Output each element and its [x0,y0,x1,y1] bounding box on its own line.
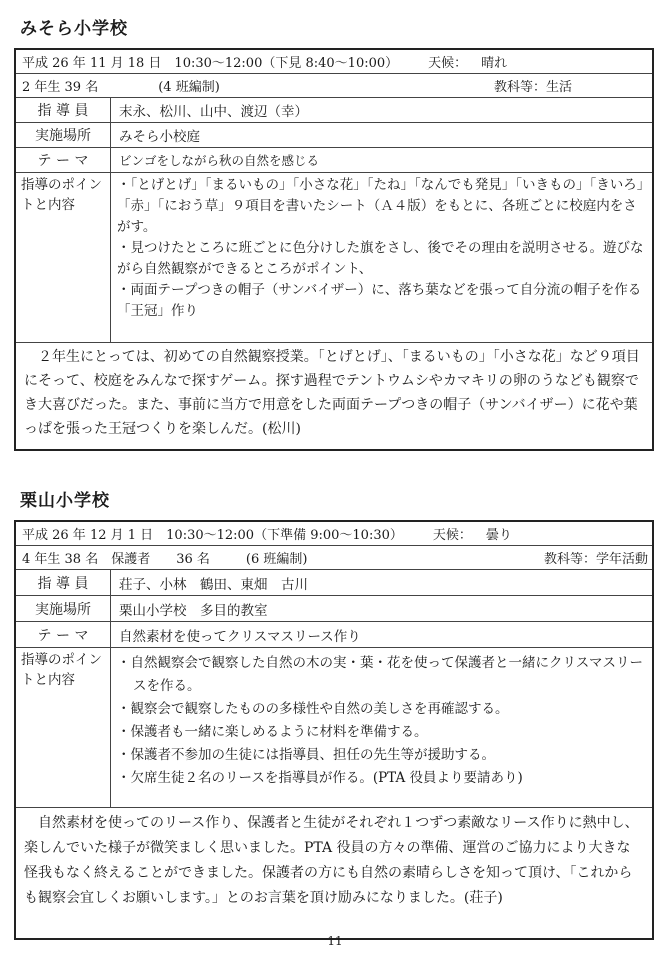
school-title: 栗山小学校 [20,491,110,511]
points-row [16,648,652,808]
place-row [16,596,652,622]
activity-table [14,48,654,451]
activity-table [14,520,654,940]
points-row [16,173,652,343]
weather-value: 曇り [485,528,512,543]
subject: 教科等：生活 [493,80,572,95]
group-count: (6 班編制) [245,552,308,567]
leader-value: 荘子、小林 鶴田、東畑 古川 [119,576,308,593]
place-label: 実施場所 [16,123,111,147]
point-item: ・観察会で観察したものの多様性や自然の美しさを再確認する。 [117,701,509,717]
theme-value: 自然素材を使ってクリスマスリース作り [119,628,361,645]
place-value: みそら小校庭 [119,129,200,145]
point-item: ・欠席生徒２名のリースを指導員が作る。(PTA 役員より要請あり) [117,770,523,786]
report-row [16,808,652,938]
date-time: 平成 26 年 12 月 1 日 10:30～12:00（下準備 9:00～10:30） [22,528,403,543]
date-time: 平成 26 年 11 月 18 日 10:30～12:00（下見 8:40～10:00） [22,56,399,71]
weather-label: 天候： [428,56,468,71]
point-item: ・保護者も一緒に楽しめるように材料を準備する。 [117,724,428,740]
point-item: ・自然観察会で観察した自然の木の実・葉・花を使って保護者と一緒にクリスマスリースを作る。 [117,655,643,694]
theme-row [16,622,652,648]
group-count: (4 班編制) [158,80,220,95]
leader-label: 指 導 員 [16,98,111,122]
place-value: 栗山小学校 多目的教室 [119,602,268,619]
points-label: 指導のポイントと内容 [16,173,111,342]
point-item: ・見つけたところに班ごとに色分けした旗をさし、後でその理由を説明させる。遊びながら自然観察ができるところがポイント、 [117,240,644,277]
subject: 教科等：学年活動 [543,552,648,567]
date-row [16,522,652,546]
leader-row [16,98,652,123]
grade-count: 4 年生 38 名 保護者 36 名 [22,552,210,567]
points-label: 指導のポイントと内容 [16,648,111,807]
leader-label: 指 導 員 [16,570,111,595]
point-item: ・保護者不参加の生徒には指導員、担任の先生等が援助する。 [117,747,495,763]
grade-row [16,546,652,570]
school-title: みそら小学校 [20,19,128,39]
date-row [16,50,652,74]
leader-value: 末永、松川、山中、渡辺（幸） [119,104,308,120]
place-label: 実施場所 [16,596,111,621]
theme-label: テ ー マ [16,622,111,647]
report-row [16,343,652,449]
grade-row [16,74,652,98]
weather-label: 天候： [432,528,472,543]
points-content [111,648,652,807]
point-item: ・両面テープつきの帽子（サンバイザー）に、落ち葉などを張って自分流の帽子を作る「王冠」作り [117,282,642,319]
page-number: 11 [327,934,343,948]
point-item: ・「とげとげ」「まるいもの」「小さな花」「たね」「なんでも発見」「いきもの」「きいろ」「赤」「におう草」９項目を書いたシート（Ａ４版）をもとに、各班ごとに校庭内をさがす。 [117,177,644,235]
theme-row [16,148,652,173]
theme-value: ビンゴをしながら秋の自然を感じる [119,153,320,168]
place-row [16,123,652,148]
grade-count: 2 年生 39 名 [22,80,99,95]
report-text: 自然素材を使ってのリース作り、保護者と生徒がそれぞれ１つずつ素敵なリース作りに熱中し、楽しんでいた様子が微笑ましく思いました。PTA 役員の方々の準備、運営のご協力により大きな怪我もなく終えることができました。保護者の方にも自然の素晴らしさを知って頂け、「これからも観察会宜しくお願いします。」とのお言葉を頂け励みになりました。(荘子) [24,815,639,906]
report-text: ２年生にとっては、初めての自然観察授業。「とげとげ」、「まるいもの」「小さな花」など９項目にそって、校庭をみんなで探すゲーム。探す過程でテントウムシやカマキリの卵のうなども観察でき大喜びだった。また、事前に当方で用意をした両面テープつきの帽子（サンバイザー）に花や葉っぱを張った王冠つくりを楽しんだ。(松川) [24,349,640,437]
theme-label: テ ー マ [16,148,111,172]
points-content [111,173,652,342]
weather-value: 晴れ [481,56,508,71]
leader-row [16,570,652,596]
